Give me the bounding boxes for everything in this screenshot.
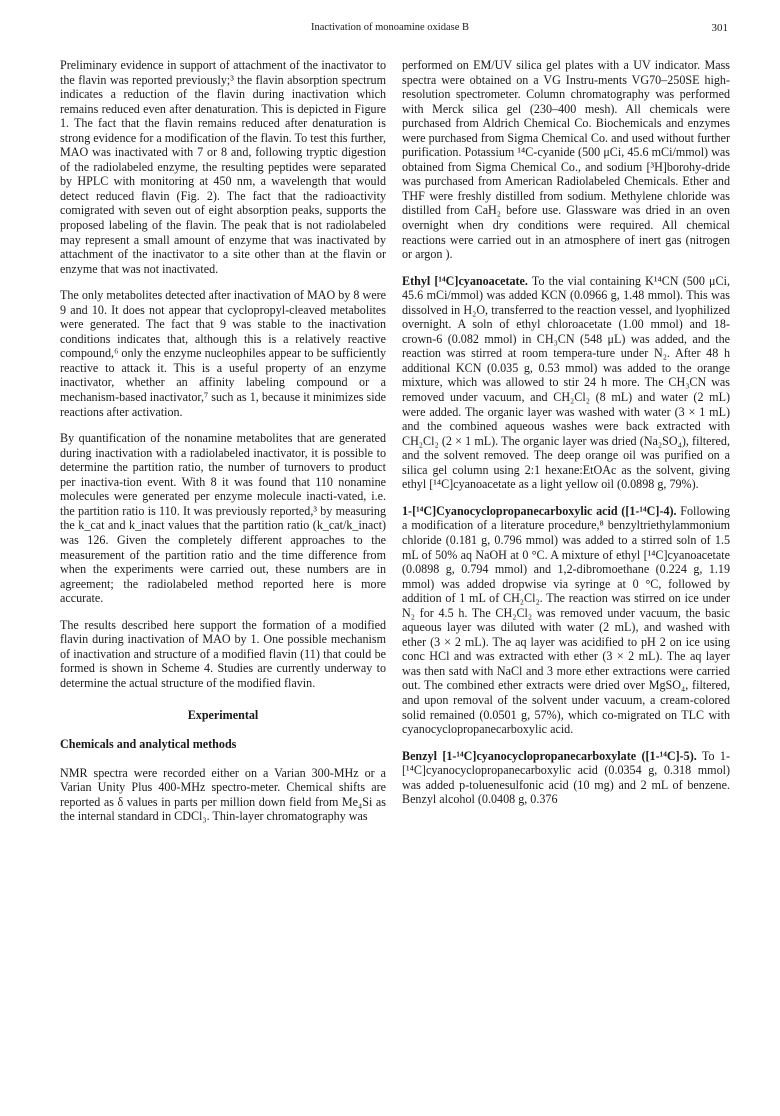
paragraph: Preliminary evidence in support of attachment of the inactivator to the flavin was reported previously;³ the flavin absorption spectrum indicates a reduction of the flavin during inactivation which remains reduced even after denaturation. This is depicted in Figure 1. The fact that the flavin remains reduced after denaturation is strong evidence for a modification of the flavin. To test this further, MAO was inactivated with 7 or 8 and, following tryptic digestion of the radiolabeled enzyme, the resulting peptides were separated by HPLC with monitoring at 450 nm, a wavelength that would detect reduced flavin (Fig. 2). The fact that the radioactivity comigrated with seven out of eight absorption peaks, supports the proposed labeling of the flavin. The peak that is not radiolabeled may represent a small amount of enzyme that was inactivated by attachment of the inactivator to a site other than at the flavin or enzyme that was not inactivated. xyxy=(60,58,386,276)
subsection-heading: Chemicals and analytical methods xyxy=(60,736,237,751)
procedure-paragraph xyxy=(402,274,730,492)
paragraph: The results described here support the formation of a modified flavin during inactivation of MAO by 1. One possible mechanism of inactivation and structure of a modified flavin (11) that could be formed is shown in Scheme 4. Studies are currently underway to determine the actual structure of the modified flavin. xyxy=(60,617,386,690)
procedure-text: To the vial containing K¹⁴CN (500 μCi, 45.6 mCi/mmol) was added KCN (0.0966 g, 1.48 mmol). This was dissolved in H₂O, transferred to the reaction vessel, and lyophilized overnight. A soln of ethyl chloroacetate (1.00 mmol) and 18-crown-6 (0.082 mmol) in CH₃CN (548 μL) was added, and the reaction was stirred at room tempera-ture under N₂. After 48 h additional KCN (0.035 g, 0.53 mmol) was added to the orange mixture, which was allowed to stir 24 h more. The CH₃CN was removed under vacuum, and CH₂Cl₂ (8 mL) and water (2 mL) were added. The organic layer was washed with water (3 × 1 mL) and the combined aqueous washes were back extracted with CH₂Cl₂ (2 × 1 mL). The organic layer was dried (Na₂SO₄), filtered, and the solvent removed. The deep orange oil was purified on a silica gel column using 2:1 hexane:EtOAc as the solvent, giving ethyl [¹⁴C]cyanoacetate as a light yellow oil (0.0898 g, 79%). xyxy=(402,273,730,492)
procedure-paragraph xyxy=(402,749,730,807)
page-number: 301 xyxy=(711,22,728,34)
paragraph: performed on EM/UV silica gel plates with a UV indicator. Mass spectra were obtained on a VG Instru-ments VG70–250SE high-resolution spectrometer. Column chromatography was performed with Merck silica gel (230–400 mesh). All chemicals were purchased from Aldrich Chemical Co. Biochemicals and enzymes were purchased from Sigma Chemical Co. and used without further purification. Potassium ¹⁴C-cyanide (500 μCi, 45.6 mCi/mmol) was obtained from Sigma Chemical Co., and sodium [³H]borohy-dride was purchased from American Radiolabeled Chemicals. Ether and THF were freshly distilled from sodium. Methylene chloride was distilled from CaH₂ before use. Glassware was dried in an oven overnight when dry conditions were required. All chemical reactions were carried out in an atmosphere of inert gas (nitrogen or argon ). xyxy=(402,58,730,262)
section-heading: Experimental xyxy=(187,708,259,723)
left-column xyxy=(60,58,386,836)
paragraph: NMR spectra were recorded either on a Varian 300-MHz or a Varian Unity Plus 400-MHz spectro-meter. Chemical shifts are reported as δ values in parts per million down field from Me₄Si as the internal standard in CDCl₃. Thin-layer chromatography was xyxy=(60,765,386,824)
procedure-text: To 1-[¹⁴C]cyanocyclopropanecarboxylic acid (0.0354 g, 0.318 mmol) was added p-toluenesulfonic acid (10 mg) and 2 mL of benzene. Benzyl alcohol (0.0408 g, 0.376 xyxy=(402,748,730,807)
paragraph: The only metabolites detected after inactivation of MAO by 8 were 9 and 10. It does not appear that cyclopropyl-cleaved metabolites were generated. The fact that 9 was stable to the inactivation conditions indicates that, although this is a relatively reactive compound,⁶ only the enzyme nucleophiles appear to be sufficiently reactive to attack it. This is a useful property of an enzyme inactivator, whether an affinity labeling compound or a mechanism-based inactivator,⁷ such as 1, because it minimizes side reactions after activation. xyxy=(60,288,386,419)
procedure-paragraph xyxy=(402,504,730,737)
procedure-heading: Ethyl [¹⁴C]cyanoacetate. xyxy=(402,273,528,288)
procedure-heading: 1-[¹⁴C]Cyanocyclopropanecarboxylic acid ([1-¹⁴C]-4). xyxy=(402,503,677,518)
right-column xyxy=(402,58,730,819)
paragraph: By quantification of the nonamine metabolites that are generated during inactivation with a radiolabeled inactivator, it is possible to determine the partition ratio, the number of turnovers to product per inactiva-tion event. With 8 it was found that 110 nonamine molecules were generated per enzyme molecule inacti-vated, i.e. the partition ratio is 110. It was previously reported,³ by measuring the k_cat and k_inact values that the partition ratio (k_cat/k_inact) was 126. Given the completely different approaches to the measurement of the partition ratio and the time difference from when the experiments were carried out, these numbers are in agreement; the radiolabeled method reported here is more accurate. xyxy=(60,431,386,606)
procedure-text: Following a modification of a literature procedure,⁸ benzyltriethylammonium chloride (0.181 g, 0.796 mmol) was added to a stirred soln of 1.5 mL of 50% aq NaOH at 0 °C. A mixture of ethyl [¹⁴C]cyanoacetate (0.0898 g, 0.794 mmol) and 1,2-dibromoethane (0.224 g, 1.19 mmol) was added dropwise via syringe at 0 °C, followed by addition of 1 mL of CH₂Cl₂. The reaction was stirred on ice under N₂ for 4.5 h. The CH₂Cl₂ was removed under vacuum, the basic aqueous layer was diluted with water (2 mL), and washed with ether (3 × 2 mL). The aq layer was acidified to pH 2 on ice using conc HCl and was extracted with ether (3 × 2 mL). The aq layer was then satd with NaCl and 3 more ether extractions were carried out. The combined ether extracts were dried over MgSO₄, filtered, and upon removal of the solvent under vacuum, a cream-colored solid remained (0.0501 g, 57%), which co-migrated on TLC with cyanocyclopropanecarboxylic acid. xyxy=(402,503,730,737)
running-header: Inactivation of monoamine oxidase B xyxy=(310,22,470,33)
procedure-heading: Benzyl [1-¹⁴C]cyanocyclopropanecarboxylate ([1-¹⁴C]-5). xyxy=(402,748,697,763)
